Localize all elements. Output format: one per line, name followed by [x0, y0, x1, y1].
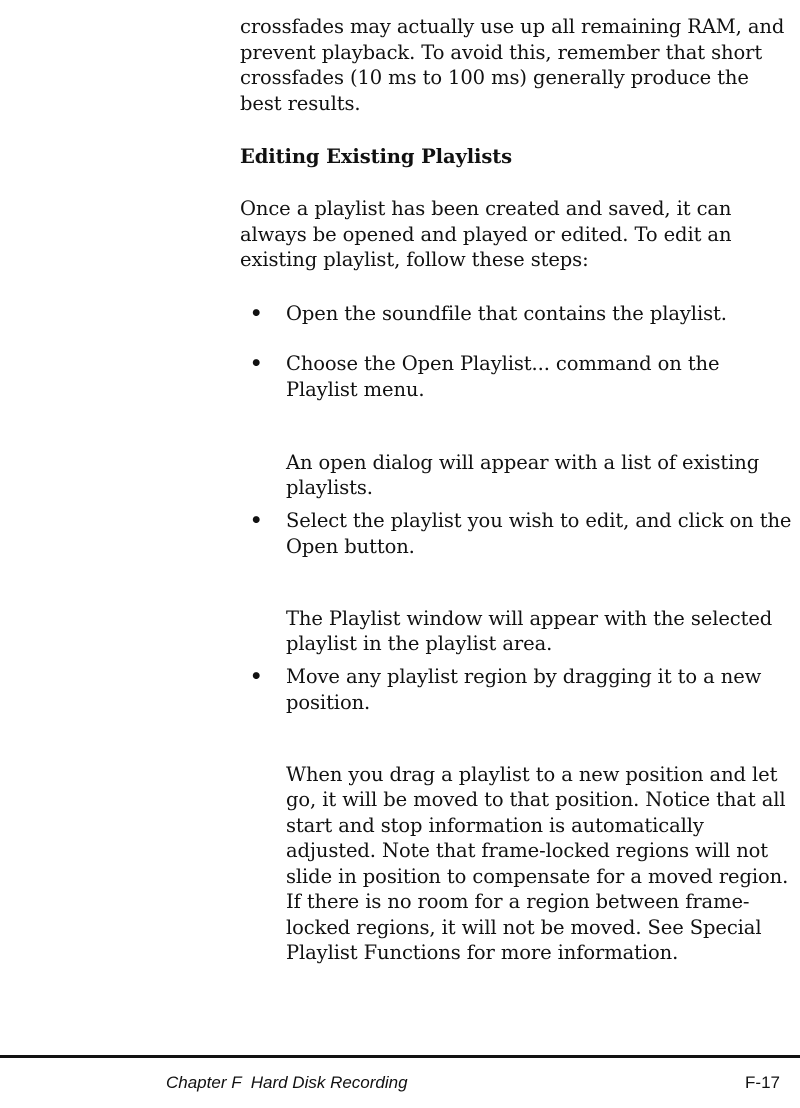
footer-page-number: F-17	[745, 1073, 780, 1092]
note-1: An open dialog will appear with a list of existing playlists.	[286, 450, 760, 499]
intro-paragraph: crossfades may actually use up all remaining RAM, and prevent playback. To avoid this, remember that short crossfades (10 ms to 100 ms) generally produce the best results.	[240, 15, 785, 115]
note-2: The Playlist window will appear with the selected playlist in the playlist area.	[286, 606, 773, 655]
bullet-icon: •	[250, 302, 263, 325]
document-page: crossfades may actually use up all remaining RAM, and prevent playback. To avoid this, remember that short crossfades (10 ms to 100 ms) generally produce the best results. Editing Existing Playlists Once a playlist has been created and saved, it can always be opened and played or edited. To edit an existing playlist, follow these steps: • Open the soundfile that contains the playlist. • Choose the Open Playlist... command on the Playlist menu. An open dialog will appear with a list of existing playlists. • Select the playlist you wish to edit, and click on the Open button. The Playlist window will appear with the selected playlist in the playlist area. • Move any playlist region by dragging it to a new position. When you drag a playlist to a new position and let go, it will be moved to that position. Notice that all start and stop information is automatically adjusted. Note that frame-locked regions will not slide in position to compensate for a moved region. If there is no room for a region between frame-locked regions, it will not be moved. See Special Playlist Functions for more information. Chapter F Hard Disk Recording F-17	[0, 0, 800, 1108]
footer-chapter-title: Chapter F Hard Disk Recording	[166, 1073, 408, 1092]
paragraph-1: Once a playlist has been created and saved, it can always be opened and played or edited. To edit an existing playlist, follow these steps:	[240, 197, 732, 271]
section-heading: Editing Existing Playlists	[240, 145, 513, 168]
paragraph-2: When you drag a playlist to a new position and let go, it will be moved to that position. Notice that all start and stop information is automatically adjusted. Note that frame-locked regions will not slide in position to compensate for a moved region. If there is no room for a region between frame-locked regions, it will not be moved. See Special Playlist Functions for more information.	[286, 762, 789, 964]
bullet-icon: •	[250, 665, 263, 688]
bullet-icon: •	[250, 509, 263, 532]
footer-rule	[0, 1055, 800, 1058]
bullet-icon: •	[250, 352, 263, 375]
